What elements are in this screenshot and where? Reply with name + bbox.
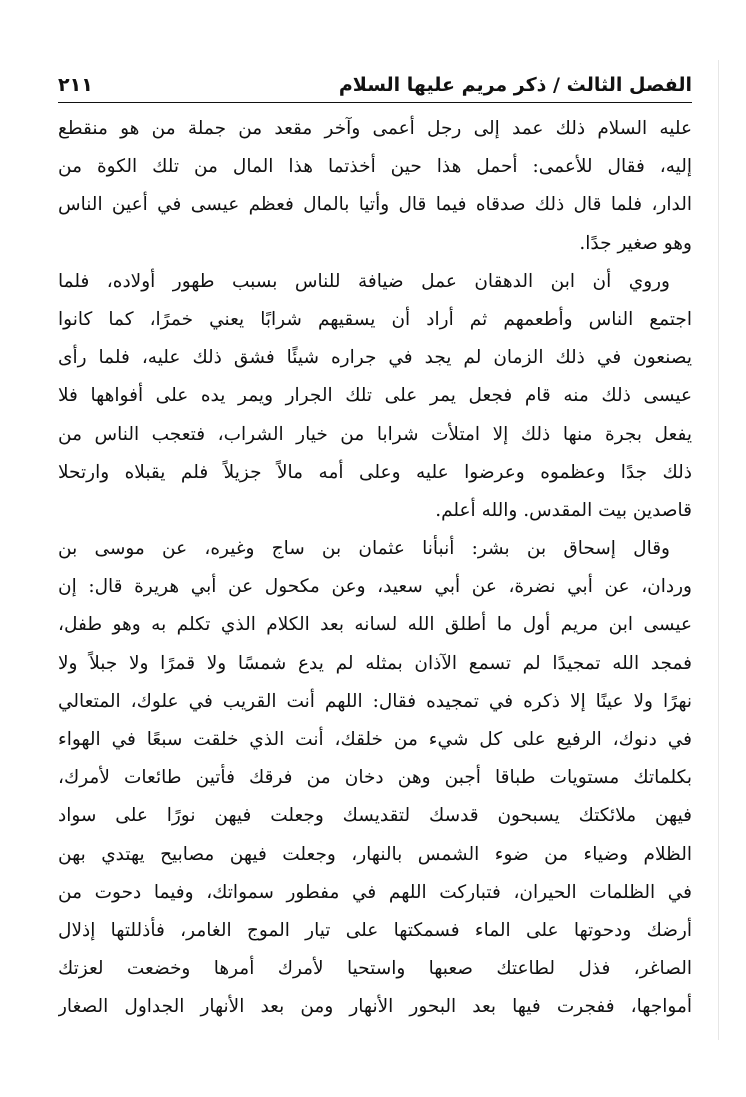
text-line: أمواجها، ففجرت فيها بعد البحور الأنهار ومن بعد الأنهار الجداول الصغار [58,996,692,1018]
text-line: اجتمع الناس وأطعمهم ثم أراد أن يسقيهم شرابًا يعني خمرًا، كما كانوا [58,308,692,330]
text-line: في دنوك، الرفيع على كل شيء من خلقك، أنت الذي خلقت سبعًا في الهواء [58,729,692,750]
page-body [58,110,692,1027]
text-line: بكلماتك مستويات طباقا أجبن وهن دخان من فرقك فأتين طائعات لأمرك، [58,767,692,789]
text-line: في الظلمات الحيران، فتباركت اللهم في مفطور سمواتك، وفيما دحوت من [58,881,692,903]
text-line: يفعل بجرة منها ذلك إلا امتلأت شرابا من خيار الشراب، فتعجب الناس من [58,423,692,445]
text-line: يصنعون في ذلك الزمان لم يجد في جراره شيئًا فشق ذلك عليه، فلما رأى [58,347,692,369]
paragraph-1 [58,110,692,263]
text-line: ذلك جدًا وعظموه وعرضوا عليه وعلى أمه مالاً جزيلاً فلم يقبلاه وارتحلا [58,461,692,483]
paragraph-2 [58,263,692,530]
running-header [58,62,692,98]
page-edge-shadow [718,60,719,1040]
text-line: عيسى ذلك منه قام فجعل يمر على تلك الجرار ويمر يده على أفواهها فلا [58,385,692,407]
text-line: وقال إسحاق بن بشر: أنبأنا عثمان بن ساج وغيره، عن موسى بن [58,538,670,560]
text-line: الصاغر، فذل لطاعتك صعبها واستحيا لأمرك أمرها وخضعت لعزتك [58,958,692,980]
text-line: فيهن ملائكتك يسبحون قدسك لتقديسك وجعلت فيهن نورًا على سواد [58,805,692,827]
text-line: وروي أن ابن الدهقان عمل ضيافة للناس بسبب طهور أولاده، فلما [58,270,670,292]
text-line: قاصدين بيت المقدس. والله أعلم. [435,499,692,521]
header-rule [58,102,692,103]
text-line: إليه، فقال للأعمى: أحمل هذا حين أخذتما هذا المال من تلك الكوة من [58,156,692,178]
text-line: عيسى ابن مريم أول ما أطلق الله لسانه بعد الكلام الذي تكلم به وهو طفل، [58,614,692,636]
text-line: فمجد الله تمجيدًا لم تسمع الآذان بمثله لم يدع شمسًا ولا قمرًا ولا جبلاً ولا [58,652,692,674]
text-line: الظلام وضياء من ضوء الشمس بالنهار، وجعلت فيهن مصابيح يهتدي بهن [58,843,692,865]
text-line: نهرًا ولا عينًا إلا ذكره في تمجيده فقال: اللهم أنت القريب في علوك، المتعالي [58,690,692,712]
page-number: ٢١١ [58,74,93,96]
paragraph-3 [58,530,692,1026]
text-line: وردان، عن أبي نضرة، عن أبي سعيد، وعن مكحول عن أبي هريرة قال: إن [58,576,692,598]
text-line: الدار، فلما قال ذلك صدقاه فيما قال وأتيا بالمال فعظم عيسى في أعين الناس [58,194,692,216]
chapter-title: الفصل الثالث / ذكر مريم عليها السلام [338,74,692,96]
text-line: عليه السلام ذلك عمد إلى رجل أعمى وآخر مقعد من جملة من هو منقطع [58,118,692,139]
text-line: وهو صغير جدًا. [579,232,692,254]
text-line: أرضك ودحوتها على الماء فسمكتها على تيار الموج الغامر، فأذللتها إذلال [58,919,692,941]
